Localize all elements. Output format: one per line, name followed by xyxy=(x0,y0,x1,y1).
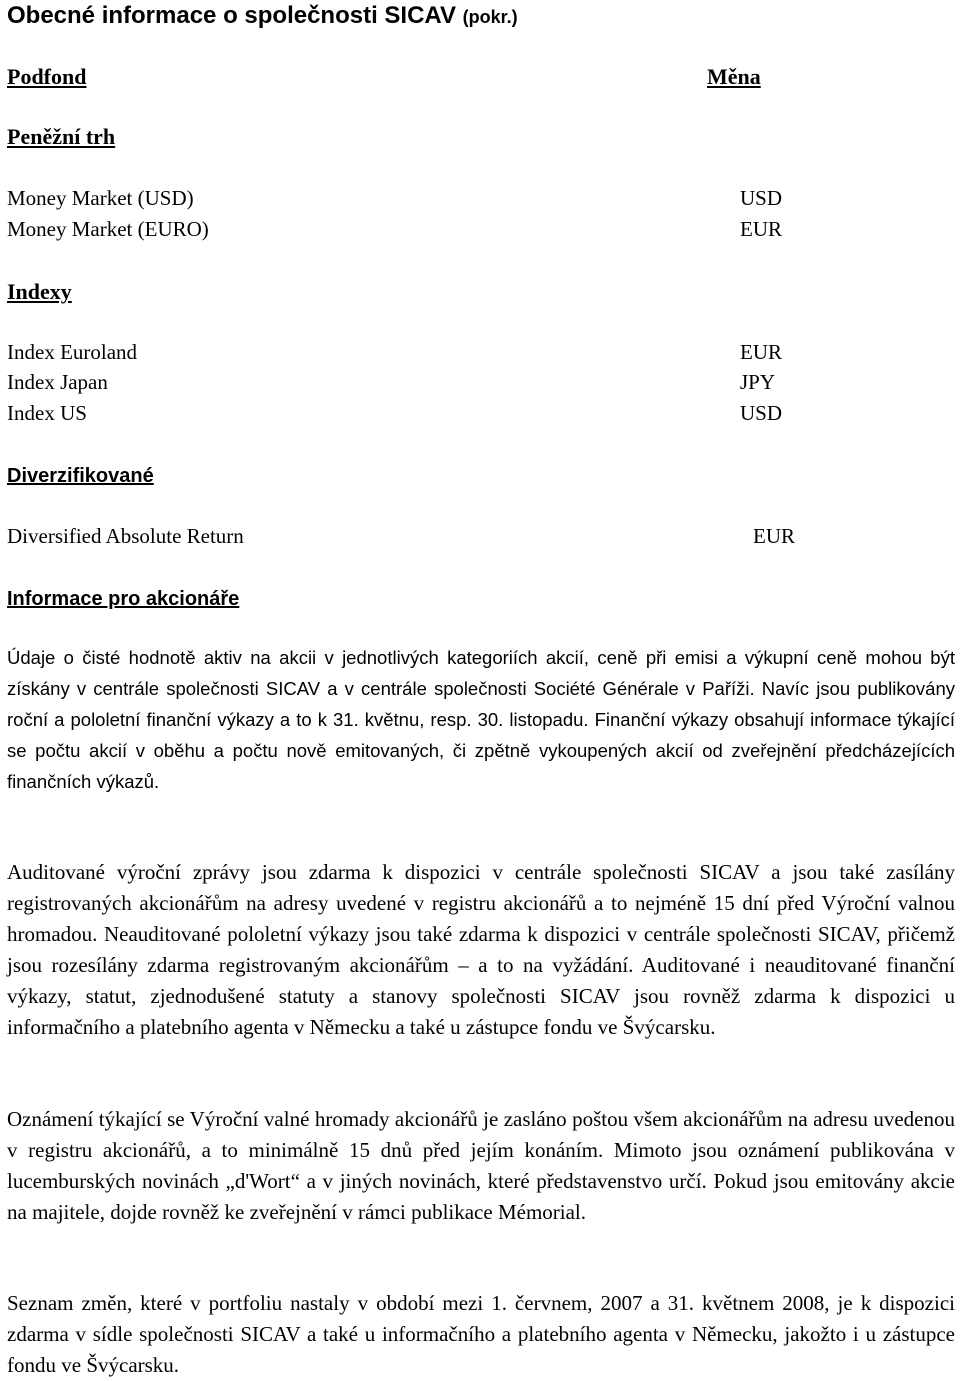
subfund-name: Index Japan xyxy=(7,370,108,394)
column-header-currency: Měna xyxy=(707,64,761,89)
title-suffix: (pokr.) xyxy=(462,7,518,27)
table-row xyxy=(7,337,957,367)
subfund-name: Money Market (EURO) xyxy=(7,217,209,241)
subfund-currency: EUR xyxy=(740,217,782,241)
table-row xyxy=(7,367,957,397)
subfund-name: Diversified Absolute Return xyxy=(7,524,244,548)
page-title xyxy=(7,2,957,31)
table-row xyxy=(7,398,957,428)
subfund-currency: USD xyxy=(740,186,783,210)
section-heading-indexes: Indexy xyxy=(7,279,72,304)
table-row xyxy=(7,183,957,213)
table-row xyxy=(7,214,957,244)
subfund-currency: EUR xyxy=(753,524,795,548)
paragraph-general-meeting: Oznámení týkající se Výroční valné hromady akcionářů je zasláno poštou všem akcionářům na adresu uvedenou v registru akcionářů, a to minimálně 15 dnů před jejím konáním. Mimoto jsou oznámení publikována v lucemburských novinách „d'Wort“ a v jiných novinách, které představenstvo určí. Pokud jsou emitovány akcie na majitele, dojde rovněž ke zveřejnění v rámci publikace Mémorial. xyxy=(7,1107,955,1224)
column-header-subfund: Podfond xyxy=(7,64,87,89)
shareholder-info-heading: Informace pro akcionáře xyxy=(7,588,240,610)
subfund-name: Money Market (USD) xyxy=(7,186,194,210)
paragraph-nav-info: Údaje o čisté hodnotě aktiv na akcii v jednotlivých kategoriích akcií, ceně při emisi a výkupní ceně mohou být získány v centrále společnosti SICAV a v centrále společnosti Société Générale v Paříži. Navíc jsou publikovány roční a pololetní finanční výkazy a to k 31. květnu, resp. 30. listopadu. Finanční výkazy obsahují informace týkající se počtu akcií v oběhu a počtu nově emitovaných, či zpětně vykoupených akcií od zveřejnění předcházejících finančních výkazů. xyxy=(7,647,955,792)
section-heading-diversified: Diverzifikované xyxy=(7,465,154,487)
title-main: Obecné informace o společnosti SICAV xyxy=(7,2,456,29)
subfund-name: Index Euroland xyxy=(7,340,138,364)
subfund-currency: JPY xyxy=(740,370,776,394)
paragraph-annual-reports: Auditované výroční zprávy jsou zdarma k dispozici v centrále společnosti SICAV a jsou také zasílány registrovaných akcionářům na adresy uvedené v registru akcionářů a to nejméně 15 dní před Výroční valnou hromadou. Neauditované pololetní výkazy jsou také zdarma k dispozici v centrále společnosti SICAV, přičemž jsou rozesílány zdarma registrovaným akcionářům – a to na vyžádání. Auditované i neauditované finanční výkazy, statut, zjednodušené statuty a stanovy společnosti SICAV jsou rovněž zdarma k dispozici u informačního a platebního agenta v Německu a také u zástupce fondu ve Švýcarsku. xyxy=(7,860,955,1039)
subfund-currency: EUR xyxy=(740,340,782,364)
table-row xyxy=(7,521,957,551)
section-heading-money-market: Peněžní trh xyxy=(7,124,116,149)
subfund-name: Index US xyxy=(7,401,87,425)
paragraph-portfolio-changes: Seznam změn, které v portfoliu nastaly v období mezi 1. červnem, 2007 a 31. květnem 2008, je k dispozici zdarma v sídle společnosti SICAV a také u informačního a platebního agenta v Německu, jakožto i u zástupce fondu ve Švýcarsku. xyxy=(7,1291,955,1377)
subfund-currency: USD xyxy=(740,401,783,425)
